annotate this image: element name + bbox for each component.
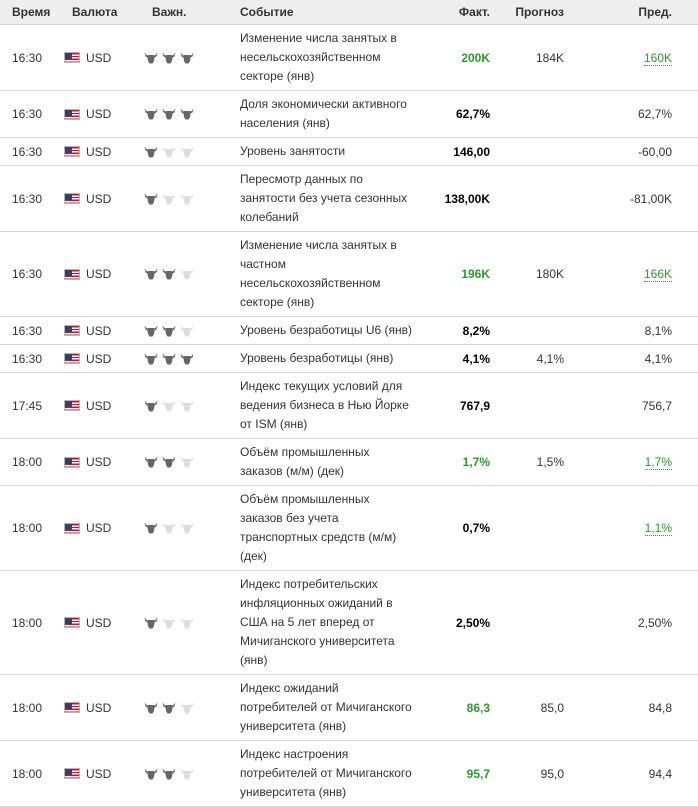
- event-time: 16:30: [0, 91, 64, 138]
- importance-cell: [144, 439, 230, 486]
- bull-icon: [162, 702, 176, 714]
- currency-cell: [64, 439, 144, 486]
- previous-value-cell: [572, 373, 698, 439]
- bull-icon: [162, 268, 176, 280]
- bull-icon: [144, 522, 158, 534]
- previous-value: 2,50%: [637, 615, 672, 630]
- event-name-link[interactable]: Уровень безработицы (янв): [230, 345, 420, 373]
- currency-code: USD: [86, 323, 112, 338]
- previous-value: -60,00: [637, 144, 672, 159]
- previous-value-cell: [572, 166, 698, 232]
- table-row[interactable]: [0, 741, 698, 807]
- bull-icon: [144, 52, 158, 64]
- us-flag-icon: [64, 617, 80, 628]
- forecast-value: 1,5%: [496, 439, 572, 486]
- currency-code: USD: [86, 398, 112, 413]
- importance-bulls: [144, 52, 230, 64]
- currency-cell: [64, 91, 144, 138]
- previous-value: 94,4: [648, 766, 672, 781]
- event-time: 16:30: [0, 317, 64, 345]
- currency-code: USD: [86, 50, 112, 65]
- actual-value: 200K: [420, 25, 496, 91]
- col-header-actual[interactable]: Факт.: [420, 0, 496, 25]
- previous-value-cell: [572, 741, 698, 807]
- currency-cell: [64, 486, 144, 571]
- event-time: 18:00: [0, 675, 64, 741]
- actual-value: 2,50%: [420, 571, 496, 675]
- actual-value: 4,1%: [420, 345, 496, 373]
- importance-bulls: [144, 193, 230, 205]
- currency-cell: [64, 675, 144, 741]
- event-time: 16:30: [0, 166, 64, 232]
- us-flag-icon: [64, 109, 80, 120]
- table-row[interactable]: [0, 571, 698, 675]
- actual-value: 0,7%: [420, 486, 496, 571]
- currency-cell: [64, 166, 144, 232]
- bull-icon: [144, 146, 158, 158]
- currency-cell: [64, 741, 144, 807]
- col-header-event[interactable]: Событие: [230, 0, 420, 25]
- bull-icon: [162, 353, 176, 365]
- currency-code: USD: [86, 107, 112, 121]
- forecast-value: 4,1%: [496, 345, 572, 373]
- table-row[interactable]: [0, 439, 698, 486]
- us-flag-icon: [64, 193, 80, 204]
- event-name-link[interactable]: Доля экономически активного населения (янв): [230, 91, 420, 138]
- previous-value-cell: [572, 91, 698, 138]
- event-time: 17:45: [0, 373, 64, 439]
- bull-icon: [180, 108, 194, 120]
- importance-bulls: [144, 617, 230, 629]
- event-name-link[interactable]: Изменение числа занятых в частном несельскохозяйственном секторе (янв): [230, 232, 420, 317]
- bull-icon: [180, 702, 194, 714]
- importance-cell: [144, 571, 230, 675]
- previous-value-cell: [572, 25, 698, 91]
- importance-bulls: [144, 702, 230, 714]
- forecast-value: [496, 91, 572, 138]
- currency-code: USD: [86, 455, 112, 469]
- table-header-row: [0, 0, 698, 25]
- table-row[interactable]: [0, 317, 698, 345]
- currency-cell: [64, 373, 144, 439]
- event-name-link[interactable]: Пересмотр данных по занятости без учета сезонных колебаний: [230, 166, 420, 232]
- us-flag-icon: [64, 325, 80, 336]
- forecast-value: 180K: [496, 232, 572, 317]
- bull-icon: [180, 522, 194, 534]
- previous-value-cell: [572, 486, 698, 571]
- us-flag-icon: [64, 768, 80, 779]
- table-row[interactable]: [0, 232, 698, 317]
- importance-cell: [144, 25, 230, 91]
- bull-icon: [144, 456, 158, 468]
- forecast-value: 85,0: [496, 675, 572, 741]
- bull-icon: [162, 522, 176, 534]
- table-row[interactable]: [0, 138, 698, 166]
- actual-value: 138,00K: [420, 166, 496, 232]
- previous-value-cell: [572, 232, 698, 317]
- importance-bulls: [144, 400, 230, 412]
- importance-bulls: [144, 268, 230, 280]
- currency-code: USD: [86, 521, 112, 535]
- us-flag-icon: [64, 52, 80, 63]
- importance-bulls: [144, 353, 230, 365]
- actual-value: 95,7: [420, 741, 496, 807]
- importance-bulls: [144, 456, 230, 468]
- event-time: 16:30: [0, 25, 64, 91]
- importance-cell: [144, 138, 230, 166]
- col-header-time[interactable]: Время: [0, 0, 64, 25]
- table-body: [0, 25, 698, 807]
- event-time: 18:00: [0, 486, 64, 571]
- forecast-value: 95,0: [496, 741, 572, 807]
- col-header-importance[interactable]: Важн.: [144, 0, 230, 25]
- us-flag-icon: [64, 523, 80, 534]
- forecast-value: [496, 373, 572, 439]
- event-time: 16:30: [0, 345, 64, 373]
- bull-icon: [144, 768, 158, 780]
- bull-icon: [162, 146, 176, 158]
- forecast-value: 184K: [496, 25, 572, 91]
- currency-code: USD: [86, 191, 112, 206]
- event-name-link[interactable]: Изменение числа занятых в несельскохозяйственном секторе (янв): [230, 25, 420, 91]
- table-row[interactable]: [0, 91, 698, 138]
- actual-value: 767,9: [420, 373, 496, 439]
- importance-bulls: [144, 146, 230, 158]
- bull-icon: [180, 268, 194, 280]
- bull-icon: [162, 617, 176, 629]
- table-row[interactable]: [0, 373, 698, 439]
- previous-value: 756,7: [641, 398, 672, 413]
- bull-icon: [162, 400, 176, 412]
- bull-icon: [144, 400, 158, 412]
- importance-cell: [144, 675, 230, 741]
- importance-cell: [144, 166, 230, 232]
- importance-cell: [144, 317, 230, 345]
- previous-value: 1,1%: [644, 521, 672, 535]
- bull-icon: [180, 52, 194, 64]
- table-row[interactable]: [0, 675, 698, 741]
- bull-icon: [144, 193, 158, 205]
- currency-code: USD: [86, 351, 112, 366]
- previous-value-cell: [572, 138, 698, 166]
- bull-icon: [162, 193, 176, 205]
- table-row[interactable]: [0, 345, 698, 373]
- forecast-value: [496, 138, 572, 166]
- col-header-currency[interactable]: Валюта: [64, 0, 144, 25]
- previous-value-cell: [572, 439, 698, 486]
- event-time: 16:30: [0, 138, 64, 166]
- us-flag-icon: [64, 353, 80, 364]
- col-header-previous[interactable]: Пред.: [572, 0, 698, 25]
- event-time: 16:30: [0, 232, 64, 317]
- us-flag-icon: [64, 400, 80, 411]
- importance-cell: [144, 345, 230, 373]
- currency-cell: [64, 317, 144, 345]
- forecast-value: [496, 166, 572, 232]
- event-name-link[interactable]: Уровень занятости: [230, 138, 420, 166]
- col-header-forecast[interactable]: Прогноз: [496, 0, 572, 25]
- event-name-link[interactable]: Индекс ожиданий потребителей от Мичиганского университета (янв): [230, 675, 420, 741]
- previous-value-cell: [572, 571, 698, 675]
- importance-bulls: [144, 325, 230, 337]
- event-time: 18:00: [0, 741, 64, 807]
- previous-value: 1,7%: [644, 455, 672, 469]
- bull-icon: [180, 456, 194, 468]
- bull-icon: [180, 768, 194, 780]
- us-flag-icon: [64, 702, 80, 713]
- previous-value: 62,7%: [637, 107, 672, 121]
- currency-cell: [64, 571, 144, 675]
- bull-icon: [180, 193, 194, 205]
- bull-icon: [144, 108, 158, 120]
- forecast-value: [496, 317, 572, 345]
- bull-icon: [162, 325, 176, 337]
- previous-value: 8,1%: [644, 323, 672, 338]
- event-time: 18:00: [0, 439, 64, 486]
- importance-cell: [144, 486, 230, 571]
- previous-value: 160K: [643, 50, 672, 65]
- table-row[interactable]: [0, 486, 698, 571]
- actual-value: 196K: [420, 232, 496, 317]
- table-row[interactable]: [0, 25, 698, 91]
- bull-icon: [162, 52, 176, 64]
- currency-cell: [64, 345, 144, 373]
- bull-icon: [144, 325, 158, 337]
- actual-value: 8,2%: [420, 317, 496, 345]
- importance-cell: [144, 373, 230, 439]
- currency-code: USD: [86, 267, 112, 281]
- bull-icon: [162, 108, 176, 120]
- currency-cell: [64, 232, 144, 317]
- bull-icon: [162, 456, 176, 468]
- previous-value: 166K: [643, 267, 672, 281]
- previous-value: -81,00K: [629, 191, 672, 206]
- bull-icon: [180, 353, 194, 365]
- event-name-link[interactable]: Индекс потребительских инфляционных ожиданий в США на 5 лет вперед от Мичиганского университета (янв): [230, 571, 420, 675]
- actual-value: 86,3: [420, 675, 496, 741]
- bull-icon: [144, 617, 158, 629]
- actual-value: 62,7%: [420, 91, 496, 138]
- bull-icon: [180, 325, 194, 337]
- bull-icon: [162, 768, 176, 780]
- us-flag-icon: [64, 146, 80, 157]
- importance-bulls: [144, 522, 230, 534]
- bull-icon: [144, 268, 158, 280]
- currency-cell: [64, 25, 144, 91]
- us-flag-icon: [64, 269, 80, 280]
- previous-value: 4,1%: [644, 351, 672, 366]
- currency-code: USD: [86, 700, 112, 715]
- currency-code: USD: [86, 615, 112, 630]
- forecast-value: [496, 571, 572, 675]
- importance-bulls: [144, 768, 230, 780]
- event-name-link[interactable]: Объём промышленных заказов без учета транспортных средств (м/м) (дек): [230, 486, 420, 571]
- us-flag-icon: [64, 457, 80, 468]
- event-name-link[interactable]: Уровень безработицы U6 (янв): [230, 317, 420, 345]
- bull-icon: [180, 617, 194, 629]
- importance-cell: [144, 741, 230, 807]
- importance-cell: [144, 232, 230, 317]
- bull-icon: [144, 353, 158, 365]
- currency-code: USD: [86, 144, 112, 159]
- event-name-link[interactable]: Объём промышленных заказов (м/м) (дек): [230, 439, 420, 486]
- bull-icon: [180, 400, 194, 412]
- previous-value: 84,8: [648, 700, 672, 715]
- table-row[interactable]: [0, 166, 698, 232]
- previous-value-cell: [572, 317, 698, 345]
- actual-value: 1,7%: [420, 439, 496, 486]
- bull-icon: [180, 146, 194, 158]
- importance-bulls: [144, 108, 230, 120]
- forecast-value: [496, 486, 572, 571]
- previous-value-cell: [572, 345, 698, 373]
- currency-cell: [64, 138, 144, 166]
- previous-value-cell: [572, 675, 698, 741]
- event-name-link[interactable]: Индекс текущих условий для ведения бизнеса в Нью Йорке от ISM (янв): [230, 373, 420, 439]
- importance-cell: [144, 91, 230, 138]
- bull-icon: [144, 702, 158, 714]
- currency-code: USD: [86, 766, 112, 781]
- actual-value: 146,00: [420, 138, 496, 166]
- event-name-link[interactable]: Индекс настроения потребителей от Мичиганского университета (янв): [230, 741, 420, 807]
- event-time: 18:00: [0, 571, 64, 675]
